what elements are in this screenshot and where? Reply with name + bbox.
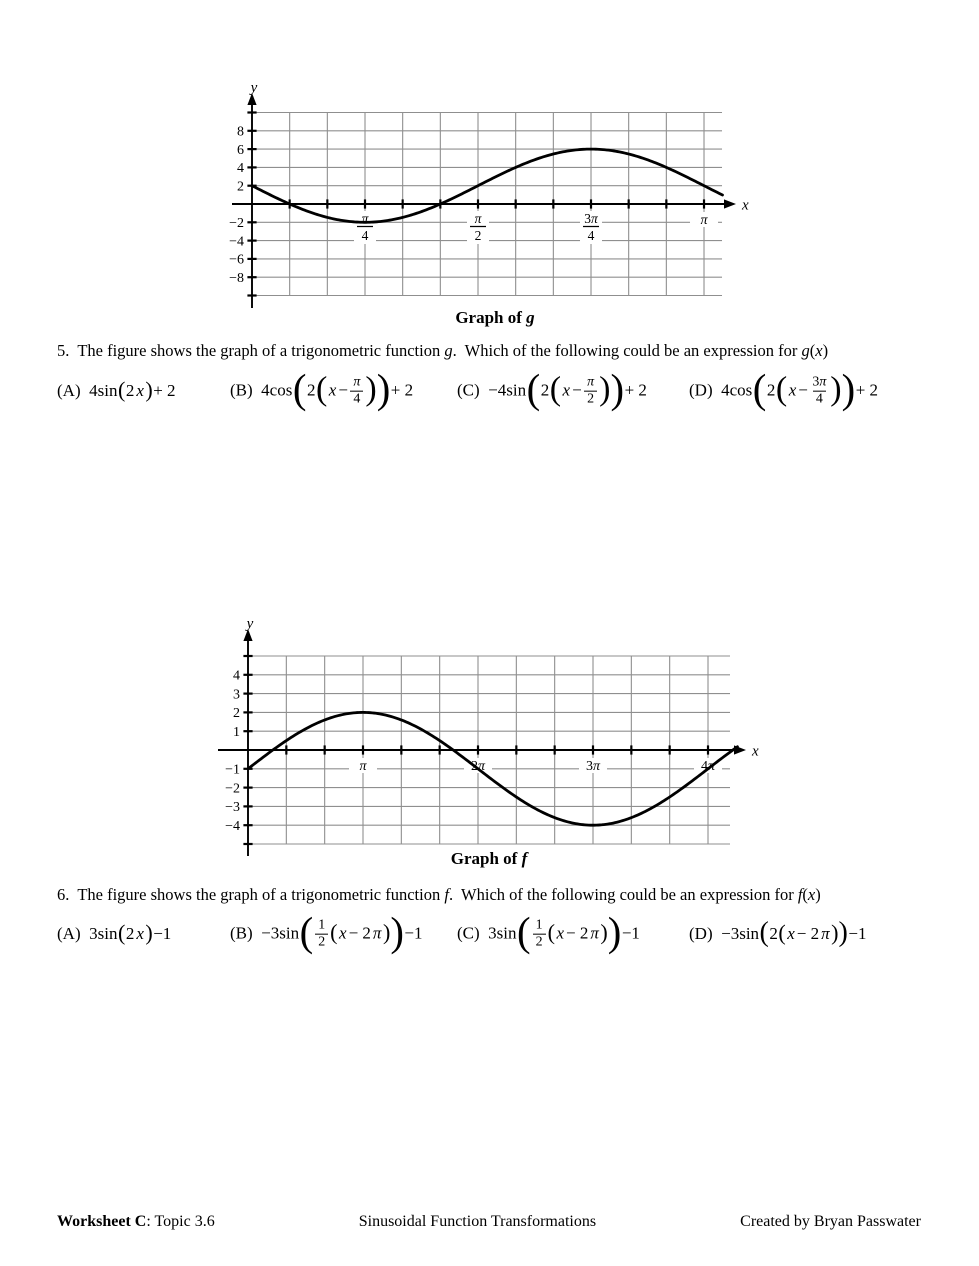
math-char: 2: [535, 934, 543, 950]
math-text: 2: [769, 923, 778, 943]
math-text: − 2: [348, 923, 371, 943]
parenthesis: ): [610, 366, 625, 412]
parenthesis: ): [145, 376, 153, 402]
text-segment: Graph of: [455, 308, 527, 327]
math-text: 2: [540, 380, 550, 400]
text-segment: (: [809, 341, 816, 360]
text-segment: g: [801, 341, 810, 360]
math-char: 2: [587, 391, 595, 407]
math-text: −1: [848, 923, 867, 943]
answer-option-a: [57, 376, 176, 402]
answer-option-b: [230, 366, 414, 412]
svg-text:−3: −3: [225, 800, 240, 816]
text-segment: . Which of the following could be an expression for: [452, 341, 802, 360]
svg-text:4: 4: [587, 228, 595, 243]
text-segment: : Topic 3.6: [146, 1213, 215, 1230]
text-segment: g: [444, 341, 453, 360]
math-variable: π: [372, 923, 382, 943]
parenthesis: (: [547, 919, 555, 945]
svg-text:−2: −2: [225, 781, 240, 797]
math-text: −1: [621, 923, 640, 943]
parenthesis: ): [607, 909, 622, 955]
answer-option-b: [230, 909, 423, 955]
graph-of-g-plot: [225, 82, 765, 318]
text-segment: Graph of: [450, 849, 522, 868]
svg-text:4π: 4π: [700, 759, 716, 774]
svg-text:−4: −4: [229, 234, 244, 250]
option-label: (D): [689, 923, 713, 943]
footer-author: Created by Bryan Passwater: [740, 1213, 921, 1230]
math-text: −1: [404, 923, 423, 943]
math-char: π: [819, 374, 827, 390]
text-segment: (: [802, 885, 808, 904]
parenthesis: ): [376, 366, 391, 412]
fraction-denominator: [584, 390, 597, 407]
axes: [218, 616, 759, 856]
svg-text:π: π: [361, 211, 369, 226]
text-segment: Worksheet C: [57, 1213, 147, 1230]
option-label: (A): [57, 924, 81, 943]
math-text: + 2: [390, 380, 414, 400]
option-label: (B): [230, 923, 253, 943]
svg-text:4: 4: [361, 228, 369, 243]
fraction-numerator: [585, 375, 596, 391]
parenthesis: (: [549, 370, 562, 408]
option-label: (D): [689, 380, 713, 400]
answer-option-d: [689, 366, 879, 412]
math-char: 1: [535, 917, 543, 933]
x-axis-label: x: [742, 197, 749, 214]
math-text: −4sin: [488, 380, 527, 400]
parenthesis: ): [830, 370, 842, 408]
math-char: 4: [815, 391, 823, 407]
graph-of-f-caption: [215, 849, 763, 869]
parenthesis: (: [778, 919, 786, 945]
parenthesis: (: [299, 909, 314, 955]
svg-text:−8: −8: [229, 271, 244, 286]
fraction-numerator: [316, 918, 327, 934]
svg-text:3π: 3π: [585, 759, 601, 774]
math-text: 4cos: [261, 380, 293, 400]
parenthesis: (: [330, 919, 338, 945]
math-text: 3sin: [89, 924, 118, 943]
svg-text:2: 2: [233, 706, 240, 722]
svg-text:3π: 3π: [584, 211, 598, 226]
math-variable: x: [136, 924, 144, 943]
parenthesis: ): [841, 366, 856, 412]
parenthesis: ): [831, 919, 839, 945]
text-segment: g: [526, 308, 535, 327]
svg-text:−4: −4: [225, 819, 240, 834]
math-variable: x: [339, 923, 347, 943]
question-5-options: [57, 360, 923, 422]
fraction: [810, 375, 828, 407]
svg-text:−2: −2: [229, 216, 244, 232]
svg-text:6: 6: [237, 142, 244, 158]
text-segment: x: [815, 341, 823, 360]
parenthesis: ): [838, 917, 848, 949]
answer-option-d: [689, 917, 867, 949]
math-variable: x: [136, 381, 144, 400]
math-text: + 2: [624, 380, 647, 400]
parenthesis: ): [145, 919, 153, 945]
parenthesis: (: [526, 366, 541, 412]
answer-option-c: [457, 366, 647, 412]
parenthesis: (: [117, 376, 126, 402]
text-segment: f: [444, 885, 449, 904]
graph-of-g-caption: [225, 308, 765, 328]
fraction-denominator: [350, 390, 363, 407]
svg-text:2: 2: [474, 228, 482, 243]
fraction-denominator: [813, 390, 826, 407]
text-segment: ): [815, 885, 821, 904]
math-text: 2: [766, 380, 776, 400]
math-text: −3sin: [261, 923, 300, 943]
svg-text:2π: 2π: [470, 759, 486, 774]
option-label: (B): [230, 380, 253, 400]
parenthesis: (: [315, 370, 328, 408]
parenthesis: ): [600, 919, 608, 945]
question-5-prompt: [57, 341, 969, 361]
parenthesis: (: [292, 366, 307, 412]
text-segment: x: [807, 885, 816, 904]
fraction-numerator: [810, 375, 828, 391]
svg-text:−1: −1: [225, 762, 240, 778]
math-text: 2: [306, 380, 316, 400]
math-char: 2: [318, 934, 326, 950]
parenthesis: ): [390, 909, 404, 955]
svg-text:π: π: [359, 759, 367, 774]
math-variable: π: [590, 923, 599, 943]
fraction: [350, 375, 363, 407]
math-text: −: [338, 380, 348, 400]
y-axis-label: y: [246, 616, 254, 632]
parenthesis: ): [599, 370, 611, 408]
math-text: + 2: [855, 380, 879, 400]
text-segment: ): [822, 341, 829, 360]
math-char: 4: [353, 391, 361, 407]
fraction-denominator: [533, 933, 546, 950]
graph-of-f-plot: [215, 616, 763, 864]
svg-text:3: 3: [233, 687, 240, 703]
option-label: (C): [457, 923, 480, 943]
text-segment: 6. The figure shows the graph of a trigonometric function: [57, 885, 445, 904]
math-char: 1: [318, 917, 326, 933]
math-text: −3sin: [721, 923, 760, 943]
fraction: [584, 375, 597, 407]
answer-option-a: [57, 919, 172, 945]
svg-text:π: π: [700, 213, 708, 228]
math-text: 4cos: [721, 380, 753, 400]
svg-text:−6: −6: [229, 252, 244, 268]
svg-text:π: π: [474, 211, 482, 226]
math-text: 2: [125, 381, 135, 400]
fraction-numerator: [534, 918, 545, 934]
footer-worksheet-label: [57, 1213, 215, 1231]
math-text: −: [572, 380, 582, 400]
x-axis-arrow: [724, 199, 736, 208]
text-segment: f: [521, 849, 528, 868]
math-text: 2: [125, 924, 135, 943]
math-variable: x: [562, 380, 571, 400]
math-text: −1: [153, 924, 172, 943]
text-segment: . Which of the following could be an expression for: [448, 885, 798, 904]
question-6-prompt: [57, 885, 969, 905]
math-char: 3: [812, 374, 820, 390]
math-variable: x: [556, 923, 564, 943]
math-text: + 2: [153, 381, 176, 400]
parenthesis: (: [752, 366, 767, 412]
math-variable: x: [787, 923, 795, 943]
math-variable: x: [788, 380, 797, 400]
fraction-numerator: [351, 375, 362, 391]
parenthesis: (: [759, 917, 769, 949]
svg-text:4: 4: [233, 668, 240, 684]
axes: [232, 80, 749, 308]
svg-text:1: 1: [233, 725, 240, 740]
svg-text:8: 8: [237, 124, 244, 140]
footer-title: Sinusoidal Function Transformations: [358, 1213, 597, 1230]
question-6-options: [57, 903, 923, 965]
svg-text:4: 4: [237, 161, 244, 177]
math-text: − 2: [565, 923, 589, 943]
math-text: 4sin: [89, 381, 118, 400]
parenthesis: ): [365, 370, 377, 408]
math-text: − 2: [796, 923, 820, 943]
math-char: π: [587, 374, 595, 390]
svg-text:2: 2: [237, 179, 244, 195]
option-label: (A): [57, 381, 81, 400]
math-text: −: [798, 380, 808, 400]
fraction-denominator: [315, 933, 328, 950]
math-char: π: [353, 374, 361, 390]
text-segment: f: [797, 885, 803, 904]
parenthesis: ): [382, 919, 391, 945]
math-variable: π: [821, 923, 830, 943]
y-axis-label: y: [250, 80, 258, 96]
parenthesis: (: [517, 909, 531, 955]
page-footer: [57, 1213, 921, 1231]
option-label: (C): [457, 380, 480, 400]
fraction: [315, 918, 328, 950]
math-text: 3sin: [488, 923, 517, 943]
answer-option-c: [457, 909, 640, 955]
text-segment: 5. The figure shows the graph of a trigonometric function: [57, 341, 445, 360]
parenthesis: (: [775, 370, 788, 408]
math-variable: x: [328, 380, 337, 400]
x-axis-label: x: [752, 743, 759, 760]
parenthesis: (: [117, 919, 126, 945]
fraction: [533, 918, 546, 950]
